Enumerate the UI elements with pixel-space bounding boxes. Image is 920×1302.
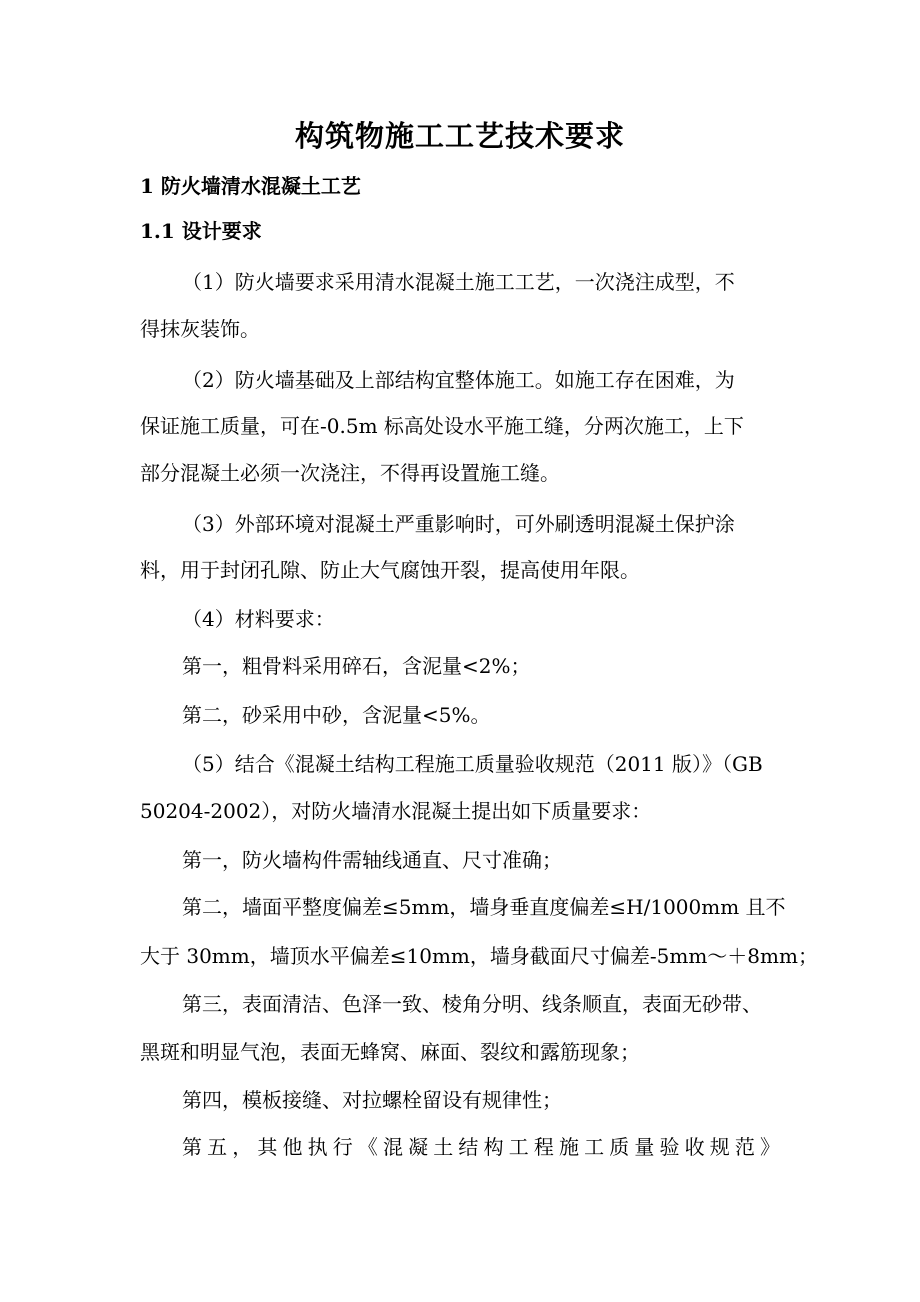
paragraph-line: 第三，表面清洁、色泽一致、棱角分明、线条顺直，表面无砂带、 — [182, 992, 762, 1016]
paragraph-line: 黑斑和明显气泡，表面无蜂窝、麻面、裂纹和露筋现象； — [140, 1040, 640, 1064]
paragraph-line: 第二，砂采用中砂，含泥量<5%。 — [182, 703, 491, 727]
paragraph-line: （3）外部环境对混凝土严重影响时，可外刷透明混凝土保护涂 — [182, 512, 735, 536]
paragraph-line: 50204-2002），对防火墙清水混凝土提出如下质量要求： — [140, 799, 652, 823]
paragraph-line: （1）防火墙要求采用清水混凝土施工工艺，一次浇注成型，不 — [182, 270, 735, 294]
paragraph-line: 第二，墙面平整度偏差≤5mm，墙身垂直度偏差≤H/1000mm 且不 — [182, 895, 786, 919]
paragraph-line: 大于 30mm，墙顶水平偏差≤10mm，墙身截面尺寸偏差-5mm～＋8mm； — [140, 944, 818, 968]
paragraph-line: 第一，粗骨料采用碎石，含泥量<2%； — [182, 654, 531, 678]
paragraph-line: 得抹灰装饰。 — [140, 317, 260, 341]
paragraph-line: 第五，其他执行《混凝土结构工程施工质量验收规范》 — [182, 1135, 780, 1159]
paragraph-line: 保证施工质量，可在-0.5m 标高处设水平施工缝，分两次施工，上下 — [140, 414, 744, 438]
paragraph-line: （5）结合《混凝土结构工程施工质量验收规范（2011 版）》（GB — [182, 752, 763, 776]
paragraph-line: 第四，模板接缝、对拉螺栓留设有规律性； — [182, 1088, 562, 1112]
document-title: 构筑物施工工艺技术要求 — [294, 119, 625, 153]
paragraph-line: 料，用于封闭孔隙、防止大气腐蚀开裂，提高使用年限。 — [140, 558, 640, 582]
section-heading-1: 1 防火墙清水混凝土工艺 — [140, 174, 361, 198]
section-heading-1-1: 1.1 设计要求 — [140, 219, 262, 243]
paragraph-line: （2）防火墙基础及上部结构宜整体施工。如施工存在困难，为 — [182, 368, 735, 392]
paragraph-line: （4）材料要求： — [182, 607, 335, 631]
paragraph-line: 第一，防火墙构件需轴线通直、尺寸准确； — [182, 848, 562, 872]
paragraph-line: 部分混凝土必须一次浇注，不得再设置施工缝。 — [140, 461, 560, 485]
